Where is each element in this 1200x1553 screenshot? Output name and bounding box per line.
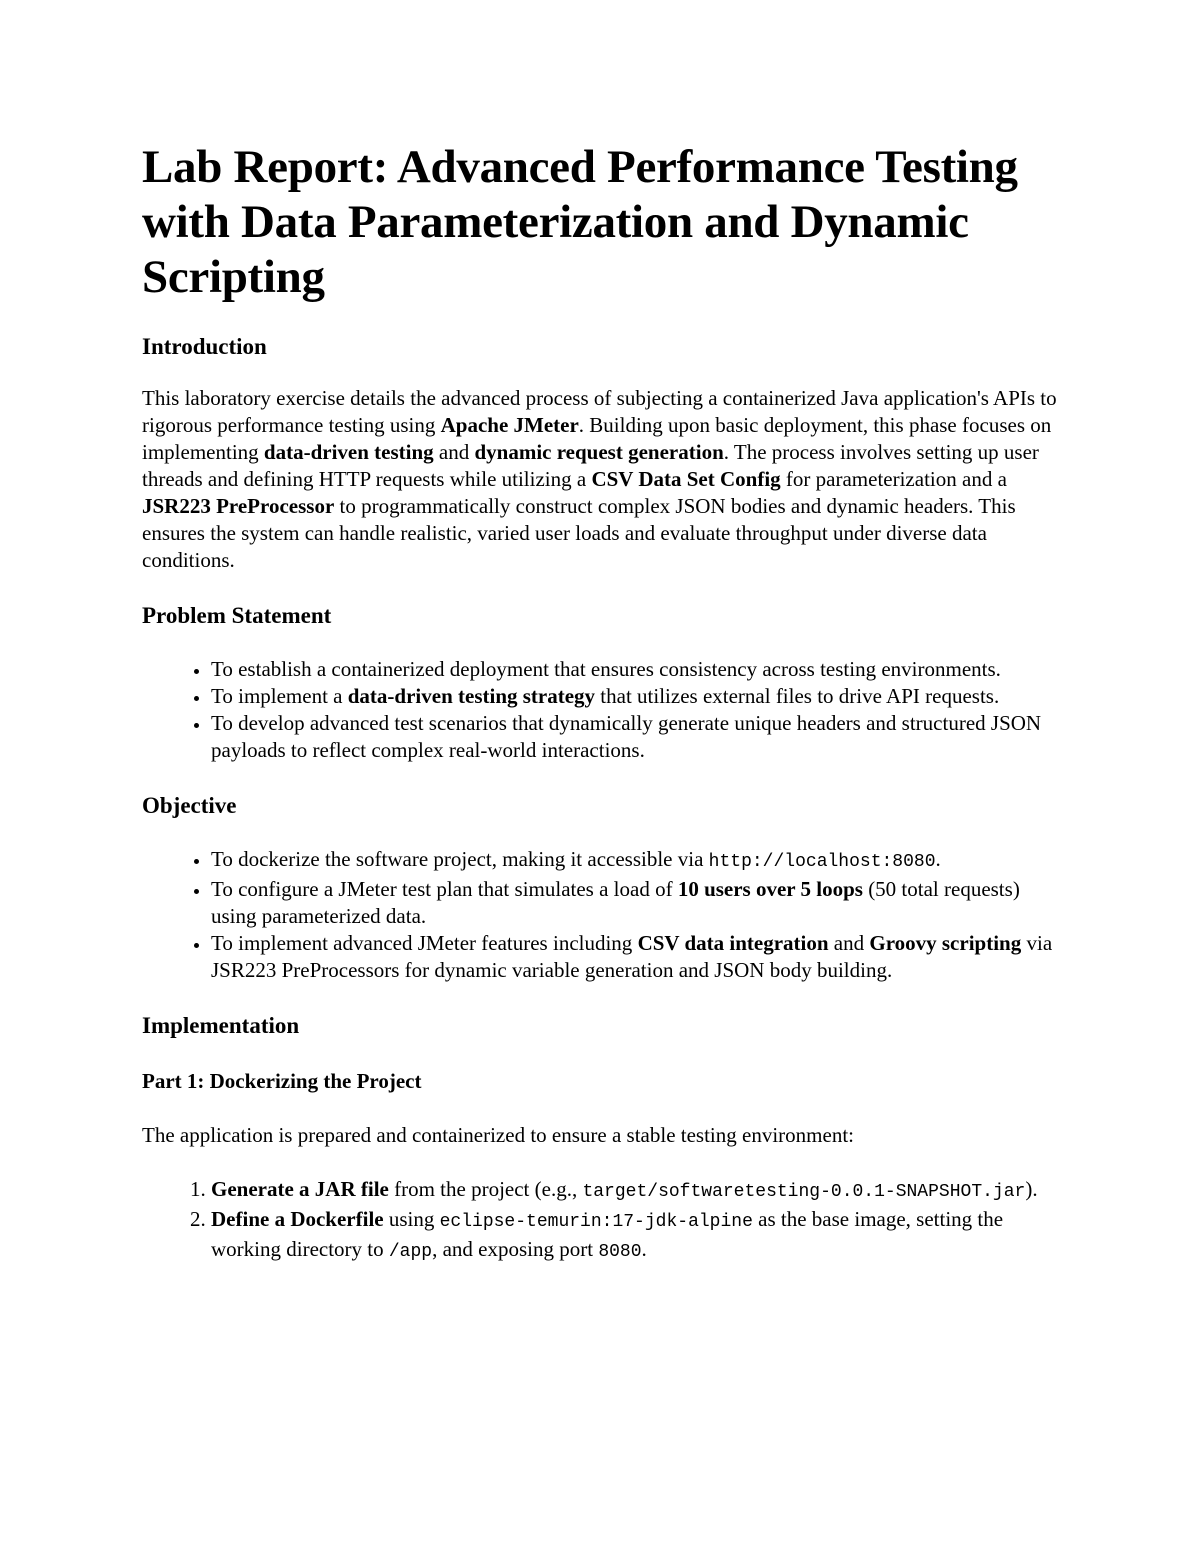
step-2-text-3: , and exposing port [432,1237,599,1261]
intro-text-3: and [433,440,475,464]
problem-statement-heading: Problem Statement [142,603,332,628]
step-2-code-1: eclipse-temurin:17-jdk-alpine [439,1212,753,1232]
step-2-code-3: 8080 [598,1242,642,1262]
step-2-code-2: /app [388,1242,433,1262]
intro-text-6: to programmatically construct complex JSON bodies and dynamic headers. This ensures the system can handle realistic, varied user loads and evaluate throughput under diverse data conditions. [142,494,1016,572]
problem-item-2-text-2: that utilizes external files to drive API requests. [595,684,1000,708]
intro-text-5: for parameterization and a [780,467,1007,491]
objective-item-1-text-1: To dockerize the software project, making it accessible via [211,847,709,871]
introduction-heading: Introduction [142,334,267,359]
document-page [142,140,1062,1266]
intro-bold-csv-data-set-config: CSV Data Set Config [591,467,781,491]
step-1-bold: Generate a JAR file [211,1177,389,1201]
list-item [211,930,1062,984]
objective-heading: Objective [142,793,237,818]
objective-item-3-bold-1: CSV data integration [637,931,829,955]
list-item [211,1176,1062,1206]
list-item [211,683,1062,710]
problem-statement-list [142,656,1062,764]
page-title: Lab Report: Advanced Performance Testing with Data Parameterization and Dynamic Scripting [142,141,1018,303]
problem-item-1-text: To establish a containerized deployment that ensures consistency across testing environments. [211,657,1001,681]
objective-item-3-bold-2: Groovy scripting [869,931,1022,955]
list-item [211,656,1062,683]
intro-bold-dynamic-request-generation: dynamic request generation [474,440,724,464]
problem-item-3-text: To develop advanced test scenarios that dynamically generate unique headers and structured JSON payloads to reflect complex real-world interactions. [211,711,1042,762]
part-1-heading: Part 1: Dockerizing the Project [142,1069,422,1093]
intro-bold-apache-jmeter: Apache JMeter [440,413,579,437]
objective-item-1-text-2: . [935,847,941,871]
objective-list [142,846,1062,984]
problem-item-2-bold: data-driven testing strategy [347,684,596,708]
step-1-text-1: from the project (e.g., [388,1177,583,1201]
objective-item-3-text-2: and [828,931,870,955]
step-1-text-2: ). [1025,1177,1038,1201]
objective-item-2-bold: 10 users over 5 loops [677,877,863,901]
part-1-steps-list [142,1176,1062,1266]
intro-text-2: . Building upon basic deployment, this phase focuses on implementing [142,413,1052,464]
part-1-intro: The application is prepared and containerized to ensure a stable testing environment: [142,1123,854,1147]
objective-item-3-text-3: via JSR223 PreProcessors for dynamic variable generation and JSON body building. [211,931,1053,982]
objective-item-1-code: http://localhost:8080 [708,852,936,872]
introduction-paragraph [142,385,1062,574]
intro-bold-data-driven-testing: data-driven testing [263,440,434,464]
step-2-bold: Define a Dockerfile [211,1207,384,1231]
intro-text-4: . The process involves setting up user threads and defining HTTP requests while utilizing a [142,440,1039,491]
step-2-text-4: . [641,1237,647,1261]
implementation-heading: Implementation [142,1013,300,1038]
list-item [211,876,1062,930]
list-item [211,710,1062,764]
list-item [211,846,1062,876]
objective-item-2-text-2: (50 total requests) using parameterized data. [211,877,1020,928]
objective-item-3-text-1: To implement advanced JMeter features including [211,931,638,955]
step-2-text-2: as the base image, setting the working directory to [211,1207,1004,1261]
step-1-code: target/softwaretesting-0.0.1-SNAPSHOT.jar [582,1182,1026,1202]
intro-bold-jsr223-preprocessor: JSR223 PreProcessor [142,494,335,518]
list-item [211,1206,1062,1266]
step-2-text-1: using [383,1207,440,1231]
problem-item-2-text-1: To implement a [211,684,348,708]
intro-text-1: This laboratory exercise details the advanced process of subjecting a containerized Java application's APIs to rigorous performance testing using [142,386,1057,437]
objective-item-2-text-1: To configure a JMeter test plan that simulates a load of [211,877,678,901]
